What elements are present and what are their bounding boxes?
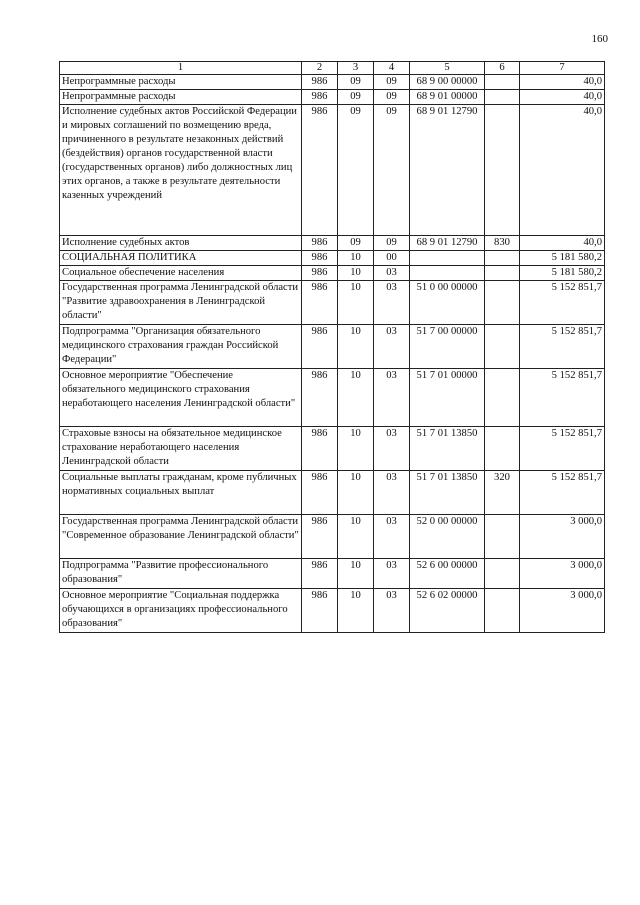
table-row [60, 266, 605, 281]
cell-subsection: 09 [374, 75, 410, 90]
cell-ministry: 986 [302, 251, 338, 266]
cell-amount: 40,0 [520, 105, 605, 236]
cell-expense-type [485, 266, 520, 281]
cell-amount: 5 181 580,2 [520, 266, 605, 281]
cell-expense-type [485, 251, 520, 266]
table-row [60, 515, 605, 559]
cell-subsection: 03 [374, 281, 410, 325]
page-number: 160 [591, 33, 608, 45]
cell-expense-type: 830 [485, 236, 520, 251]
cell-ministry: 986 [302, 559, 338, 589]
cell-subsection: 03 [374, 266, 410, 281]
table-row [60, 236, 605, 251]
cell-expense-type [485, 369, 520, 427]
cell-amount: 5 152 851,7 [520, 471, 605, 515]
cell-target-article: 68 9 01 12790 [410, 105, 485, 236]
cell-section: 10 [338, 427, 374, 471]
cell-target-article: 68 9 01 12790 [410, 236, 485, 251]
cell-ministry: 986 [302, 90, 338, 105]
row-name: Государственная программа Ленинградской области "Современное образование Ленинградской области" [60, 515, 302, 559]
table-row [60, 369, 605, 427]
cell-target-article: 52 0 00 00000 [410, 515, 485, 559]
cell-ministry: 986 [302, 369, 338, 427]
cell-expense-type [485, 515, 520, 559]
cell-expense-type [485, 281, 520, 325]
cell-ministry: 986 [302, 105, 338, 236]
row-name: Непрограммные расходы [60, 75, 302, 90]
cell-section: 10 [338, 281, 374, 325]
cell-section: 09 [338, 90, 374, 105]
cell-subsection: 03 [374, 559, 410, 589]
budget-table [59, 61, 605, 633]
cell-expense-type [485, 75, 520, 90]
row-name: Основное мероприятие "Обеспечение обязательного медицинского страхования неработающего населения Ленинградской области" [60, 369, 302, 427]
cell-expense-type [485, 589, 520, 633]
cell-expense-type: 320 [485, 471, 520, 515]
table-row [60, 90, 605, 105]
cell-section: 10 [338, 515, 374, 559]
column-header: 5 [410, 62, 485, 75]
cell-subsection: 03 [374, 325, 410, 369]
cell-ministry: 986 [302, 589, 338, 633]
cell-ministry: 986 [302, 236, 338, 251]
cell-section: 10 [338, 325, 374, 369]
table-row [60, 325, 605, 369]
header-row [60, 62, 605, 75]
cell-amount: 5 152 851,7 [520, 281, 605, 325]
cell-expense-type [485, 559, 520, 589]
cell-section: 09 [338, 236, 374, 251]
row-name: Социальные выплаты гражданам, кроме публичных нормативных социальных выплат [60, 471, 302, 515]
cell-target-article: 51 7 01 13850 [410, 471, 485, 515]
cell-section: 10 [338, 266, 374, 281]
cell-section: 09 [338, 75, 374, 90]
table-row [60, 471, 605, 515]
table-row [60, 251, 605, 266]
row-name: Исполнение судебных актов Российской Федерации и мировых соглашений по возмещению вреда, причиненного в результате незаконных действий (бездействия) органов государственной власти (государственных органов) либо должностных лиц этих органов, а также в результате деятельности казенных учреждений [60, 105, 302, 236]
cell-amount: 3 000,0 [520, 559, 605, 589]
cell-amount: 40,0 [520, 75, 605, 90]
cell-subsection: 09 [374, 90, 410, 105]
row-name: Страховые взносы на обязательное медицинское страхование неработающего населения Ленинградской области [60, 427, 302, 471]
cell-target-article: 51 0 00 00000 [410, 281, 485, 325]
cell-ministry: 986 [302, 427, 338, 471]
table-row [60, 281, 605, 325]
column-header: 6 [485, 62, 520, 75]
row-name: Основное мероприятие "Социальная поддержка обучающихся в организациях профессионального образования" [60, 589, 302, 633]
column-header: 2 [302, 62, 338, 75]
cell-subsection: 03 [374, 369, 410, 427]
cell-amount: 3 000,0 [520, 589, 605, 633]
row-name: Непрограммные расходы [60, 90, 302, 105]
cell-section: 10 [338, 369, 374, 427]
cell-section: 10 [338, 589, 374, 633]
cell-target-article [410, 251, 485, 266]
cell-target-article: 51 7 00 00000 [410, 325, 485, 369]
table-row [60, 589, 605, 633]
column-header: 4 [374, 62, 410, 75]
cell-subsection: 03 [374, 471, 410, 515]
cell-amount: 5 152 851,7 [520, 325, 605, 369]
row-name: Исполнение судебных актов [60, 236, 302, 251]
row-name: СОЦИАЛЬНАЯ ПОЛИТИКА [60, 251, 302, 266]
cell-amount: 40,0 [520, 90, 605, 105]
cell-expense-type [485, 105, 520, 236]
cell-target-article: 51 7 01 00000 [410, 369, 485, 427]
cell-target-article: 52 6 00 00000 [410, 559, 485, 589]
cell-amount: 5 152 851,7 [520, 427, 605, 471]
cell-subsection: 00 [374, 251, 410, 266]
cell-subsection: 03 [374, 589, 410, 633]
cell-section: 10 [338, 251, 374, 266]
cell-target-article: 52 6 02 00000 [410, 589, 485, 633]
cell-target-article: 68 9 00 00000 [410, 75, 485, 90]
cell-ministry: 986 [302, 325, 338, 369]
cell-ministry: 986 [302, 266, 338, 281]
column-header: 3 [338, 62, 374, 75]
row-name: Социальное обеспечение населения [60, 266, 302, 281]
cell-subsection: 09 [374, 236, 410, 251]
table-row [60, 75, 605, 90]
cell-ministry: 986 [302, 471, 338, 515]
cell-subsection: 03 [374, 515, 410, 559]
table-row [60, 559, 605, 589]
cell-ministry: 986 [302, 281, 338, 325]
row-name: Подпрограмма "Развитие профессионального образования" [60, 559, 302, 589]
column-header: 7 [520, 62, 605, 75]
cell-section: 10 [338, 471, 374, 515]
cell-section: 09 [338, 105, 374, 236]
cell-target-article: 68 9 01 00000 [410, 90, 485, 105]
cell-expense-type [485, 90, 520, 105]
cell-amount: 40,0 [520, 236, 605, 251]
cell-ministry: 986 [302, 75, 338, 90]
cell-section: 10 [338, 559, 374, 589]
row-name: Государственная программа Ленинградской области "Развитие здравоохранения в Ленинградской области" [60, 281, 302, 325]
cell-expense-type [485, 427, 520, 471]
cell-ministry: 986 [302, 515, 338, 559]
cell-expense-type [485, 325, 520, 369]
row-name: Подпрограмма "Организация обязательного медицинского страхования граждан Российской Федерации" [60, 325, 302, 369]
table-row [60, 105, 605, 236]
cell-amount: 5 152 851,7 [520, 369, 605, 427]
column-header: 1 [60, 62, 302, 75]
cell-amount: 5 181 580,2 [520, 251, 605, 266]
cell-subsection: 09 [374, 105, 410, 236]
cell-target-article [410, 266, 485, 281]
cell-subsection: 03 [374, 427, 410, 471]
cell-target-article: 51 7 01 13850 [410, 427, 485, 471]
cell-amount: 3 000,0 [520, 515, 605, 559]
table-row [60, 427, 605, 471]
